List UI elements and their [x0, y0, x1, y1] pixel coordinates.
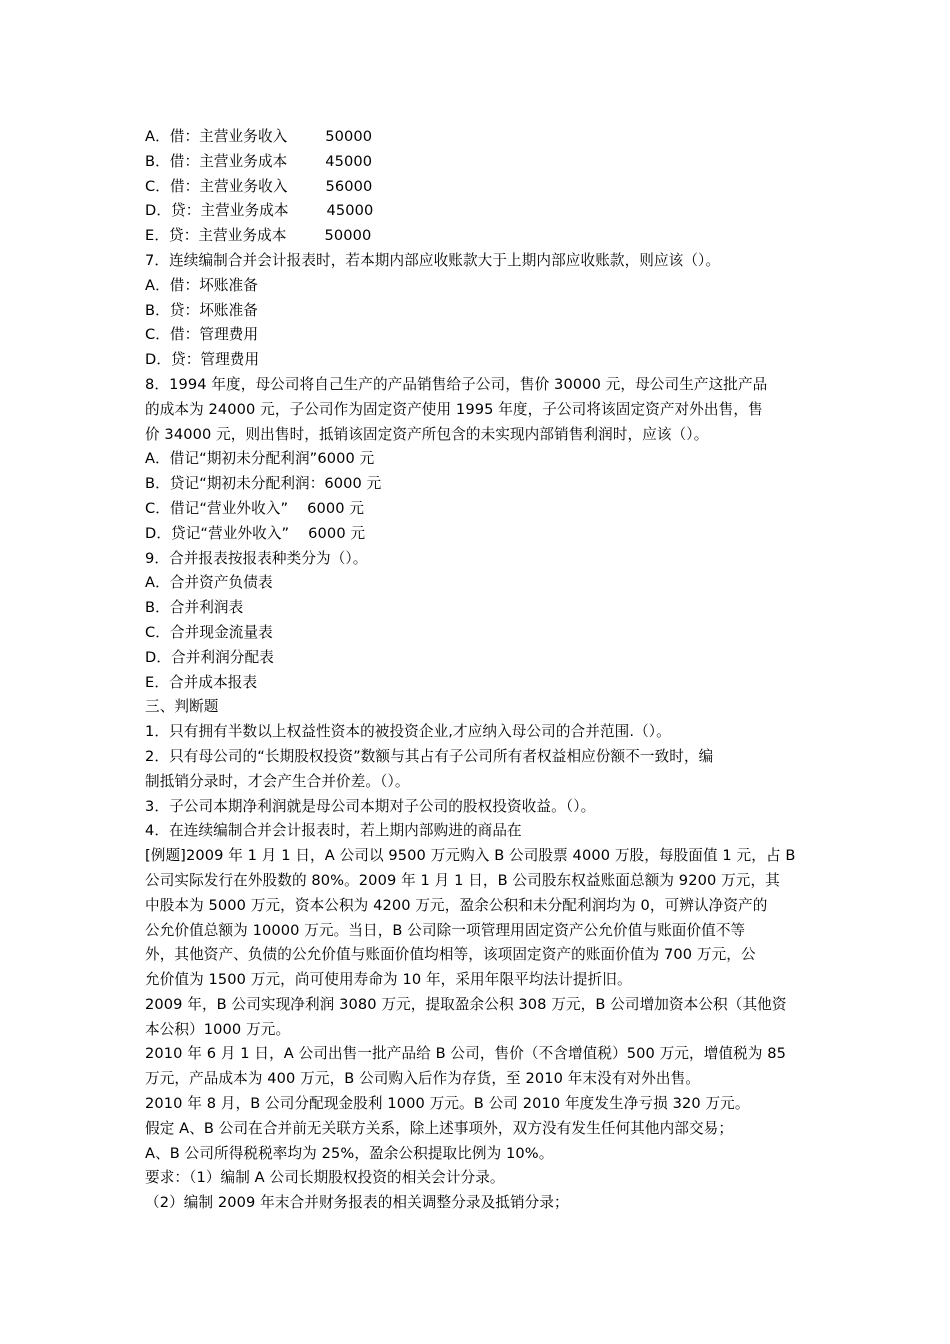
option-line: A．合并资产负债表 [145, 574, 273, 592]
example-line: 公允价值总额为 10000 万元。当日，B 公司除一项管理用固定资产公允价值与账面价值不等 [145, 921, 746, 939]
example-line: 假定 A、B 公司在合并前无关联方关系，除上述事项外，双方没有发生任何其他内部交易； [145, 1119, 734, 1137]
option-line: B．贷记“期初未分配利润：6000 元 [145, 475, 382, 493]
example-line: 本公积）1000 万元。 [145, 1020, 291, 1038]
question-line: 9．合并报表按报表种类分为（）。 [145, 549, 368, 567]
example-line: 2010 年 6 月 1 日，A 公司出售一批产品给 B 公司，售价（不含增值税）500 万元，增值税为 85 [145, 1045, 787, 1063]
example-line: [例题]2009 年 1 月 1 日，A 公司以 9500 万元购入 B 公司股票 4000 万股，每股面值 1 元，占 B [145, 847, 796, 865]
option-line: B．贷：坏账准备 [145, 301, 258, 319]
option-line: D．合并利润分配表 [145, 648, 274, 666]
question-line: 4．在连续编制合并会计报表时，若上期内部购进的商品在 [145, 822, 522, 840]
example-line: 万元，产品成本为 400 万元，B 公司购入后作为存货，至 2010 年末没有对外出售。 [145, 1070, 701, 1088]
example-line: 允价值为 1500 万元，尚可使用寿命为 10 年，采用年限平均法计提折旧。 [145, 971, 632, 989]
option-line: C．借记“营业外收入” 6000 元 [145, 499, 365, 517]
option-line: B．合并利润表 [145, 599, 244, 617]
question-line: 2．只有母公司的“长期股权投资”数额与其占有子公司所有者权益相应份额不一致时，编 [145, 747, 714, 765]
requirement-line: （2）编制 2009 年末合并财务报表的相关调整分录及抵销分录； [145, 1194, 569, 1212]
example-line: 外，其他资产、负债的公允价值与账面价值均相等，该项固定资产的账面价值为 700 万元，公 [145, 946, 756, 964]
question-line: 价 34000 元，则出售时，抵销该固定资产所包含的未实现内部销售利润时，应该（）。 [145, 425, 709, 443]
option-line: A．借记“期初未分配利润”6000 元 [145, 450, 375, 468]
option-line: C．合并现金流量表 [145, 623, 273, 641]
example-line: 2009 年，B 公司实现净利润 3080 万元，提取盈余公积 308 万元，B 公司增加资本公积（其他资 [145, 995, 787, 1013]
option-line: E．合并成本报表 [145, 673, 258, 691]
option-line: C．借：管理费用 [145, 326, 259, 344]
option-line: B．借：主营业务成本 45000 [145, 152, 373, 170]
question-line: 8．1994 年度，母公司将自己生产的产品销售给子公司，售价 30000 元，母公司生产这批产品 [145, 375, 768, 393]
question-line: 1．只有拥有半数以上权益性资本的被投资企业,才应纳入母公司的合并范围.（）。 [145, 723, 671, 741]
option-line: D．贷：主营业务成本 45000 [145, 202, 374, 220]
question-line: 的成本为 24000 元，子公司作为固定资产使用 1995 年度，子公司将该固定资产对外出售，售 [145, 400, 763, 418]
option-line: E．贷：主营业务成本 50000 [145, 227, 372, 245]
option-line: D．贷记“营业外收入” 6000 元 [145, 524, 366, 542]
example-line: 中股本为 5000 万元，资本公积为 4200 万元，盈余公积和未分配利润均为 0，可辨认净资产的 [145, 896, 768, 914]
question-line: 3．子公司本期净利润就是母公司本期对子公司的股权投资收益。（）。 [145, 797, 596, 815]
section-heading: 三、判断题 [145, 698, 219, 716]
option-line: A．借：坏账准备 [145, 276, 258, 294]
example-line: A、B 公司所得税税率均为 25%，盈余公积提取比例为 10%。 [145, 1144, 554, 1162]
option-line: C．借：主营业务收入 56000 [145, 177, 373, 195]
question-line: 7．连续编制合并会计报表时，若本期内部应收账款大于上期内部应收账款，则应该（）。 [145, 251, 721, 269]
example-line: 公司实际发行在外股数的 80%。2009 年 1 月 1 日，B 公司股东权益账面总额为 9200 万元，其 [145, 871, 780, 889]
question-line: 制抵销分录时，才会产生合并价差。（）。 [145, 772, 410, 790]
option-line: A．借：主营业务收入 50000 [145, 128, 373, 145]
requirement-line: 要求：（1）编制 A 公司长期股权投资的相关会计分录。 [145, 1169, 505, 1187]
option-line: D．贷：管理费用 [145, 351, 260, 369]
document-body [145, 125, 811, 1216]
example-line: 2010 年 8 月，B 公司分配现金股利 1000 万元。B 公司 2010 年度发生净亏损 320 万元。 [145, 1095, 750, 1113]
